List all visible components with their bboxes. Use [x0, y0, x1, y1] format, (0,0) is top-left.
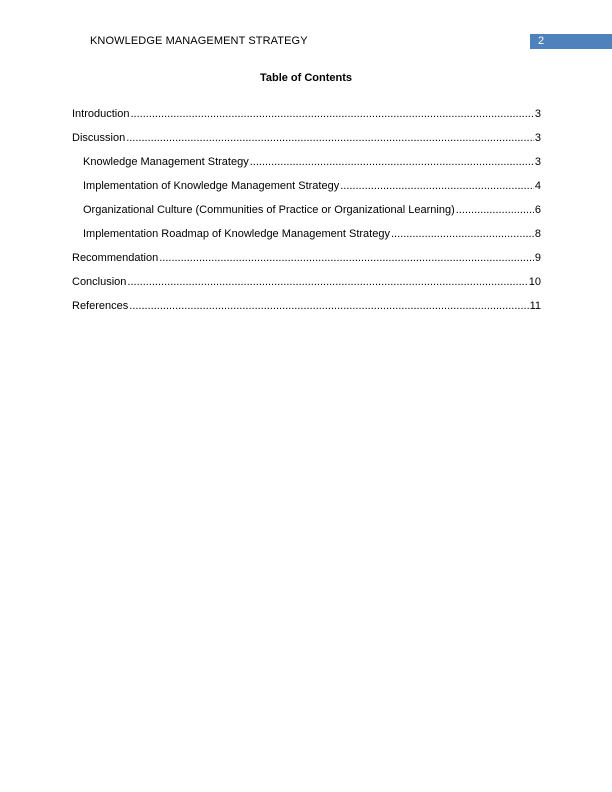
toc-title: Table of Contents: [259, 72, 353, 84]
toc-entry-page: 10: [528, 276, 541, 288]
toc-entry-knowledge-management-strategy[interactable]: [72, 156, 541, 180]
toc-entry-label: Discussion: [72, 132, 126, 144]
toc-entry-page: 9: [534, 252, 541, 264]
toc-entry-page: 3: [534, 108, 541, 120]
toc-entry-discussion[interactable]: [72, 132, 541, 156]
toc-entry-page: 8: [534, 228, 541, 240]
toc-dot-leader: [126, 132, 534, 145]
toc-dot-leader: [340, 180, 534, 193]
toc-entry-references[interactable]: [72, 300, 541, 324]
toc-entry-implementation-roadmap[interactable]: [72, 228, 541, 252]
toc-dot-leader: [456, 204, 534, 217]
toc-entry-label: Conclusion: [72, 276, 127, 288]
running-header-title: KNOWLEDGE MANAGEMENT STRATEGY: [90, 35, 308, 47]
toc-entry-page: 11: [529, 300, 541, 312]
toc-dot-leader: [391, 228, 534, 241]
toc-entry-page: 6: [534, 204, 541, 216]
page-number: 2: [538, 35, 545, 47]
toc-entry-organizational-culture[interactable]: [72, 204, 541, 228]
toc-dot-leader: [129, 300, 528, 313]
table-of-contents: [72, 108, 541, 324]
toc-entry-label: Organizational Culture (Communities of Practice or Organizational Learning): [83, 204, 455, 216]
toc-entry-implementation[interactable]: [72, 180, 541, 204]
toc-entry-label: Implementation Roadmap of Knowledge Management Strategy: [83, 228, 390, 240]
toc-entry-label: References: [72, 300, 129, 312]
toc-entry-page: 4: [534, 180, 541, 192]
toc-dot-leader: [127, 276, 527, 289]
page-header: [0, 33, 612, 50]
toc-entry-conclusion[interactable]: [72, 276, 541, 300]
toc-entry-label: Knowledge Management Strategy: [83, 156, 249, 168]
toc-entry-recommendation[interactable]: [72, 252, 541, 276]
toc-entry-label: Introduction: [72, 108, 130, 120]
toc-dot-leader: [130, 108, 533, 121]
toc-entry-label: Implementation of Knowledge Management Strategy: [83, 180, 340, 192]
page-number-box: [530, 34, 612, 49]
toc-entry-introduction[interactable]: [72, 108, 541, 132]
toc-entry-label: Recommendation: [72, 252, 159, 264]
toc-dot-leader: [250, 156, 534, 169]
toc-dot-leader: [159, 252, 534, 265]
toc-entry-page: 3: [534, 132, 541, 144]
toc-entry-page: 3: [534, 156, 541, 168]
